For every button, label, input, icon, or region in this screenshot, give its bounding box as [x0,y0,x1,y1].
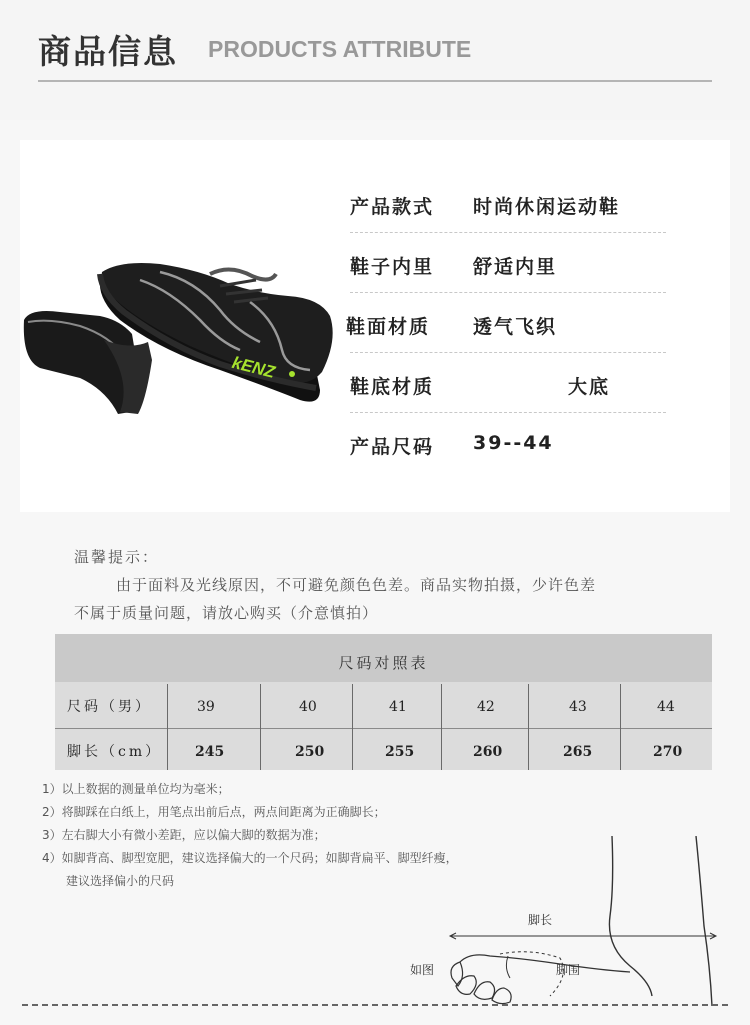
length-cell: 265 [563,744,593,760]
notice-line: 由于面料及光线原因，不可避免颜色色差。商品实物拍摄，少许色差 [116,576,597,594]
attr-divider [350,412,666,413]
attr-key: 鞋子内里 [350,256,435,278]
label-foot-length: 脚长 [528,913,553,927]
notice-title: 温馨提示： [74,548,160,566]
section-header [0,0,750,120]
column-divider [352,684,353,770]
attr-divider [350,232,666,233]
product-info-card [20,140,730,512]
measure-note: 建议选择偏小的尺码 [66,874,175,888]
measure-note: 1）以上数据的测量单位均为毫米； [42,782,230,796]
header-divider [38,80,712,82]
attr-divider [350,352,666,353]
row-label-size: 尺码（男） [67,699,152,715]
size-cell: 41 [389,699,407,715]
measure-note: 2）将脚踩在白纸上，用笔点出前后点，两点间距离为正确脚长； [42,805,386,819]
attr-value: 大底 [568,376,611,398]
column-divider [620,684,621,770]
notice-line: 不属于质量问题，请放心购买（介意慎拍） [74,604,379,622]
shoe-logo-text: kENZ [230,352,277,382]
attr-key: 产品款式 [350,196,435,218]
length-cell: 260 [473,744,503,760]
attr-value: 39--44 [473,432,554,454]
attr-value: 时尚休闲运动鞋 [473,196,621,218]
section-title-cn: 商品信息 [38,32,178,71]
attr-row-style [350,180,680,240]
attr-key: 鞋面材质 [346,316,431,338]
size-cell: 39 [197,699,215,715]
table-row [55,684,712,728]
label-foot-girth: 脚围 [556,963,581,977]
column-divider [167,684,168,770]
length-cell: 270 [653,744,683,760]
measure-note: 4）如脚背高、脚型宽肥，建议选择偏大的一个尺码；如脚背扁平、脚型纤瘦， [42,851,458,865]
section-title-en: PRODUCTS ATTRIBUTE [208,36,472,62]
attr-row-sole-material [350,360,680,420]
size-cell: 40 [299,699,317,715]
shoe-image [20,250,340,430]
column-divider [441,684,442,770]
foot-measure-diagram [400,836,730,1016]
size-chart-title: 尺码对照表 [55,634,712,682]
bottom-divider [22,1004,728,1006]
size-chart-table [55,634,712,770]
attr-row-upper-material [346,300,680,360]
table-row [55,728,712,772]
attr-row-lining [350,240,680,300]
attr-value: 透气飞织 [473,316,558,338]
length-cell: 255 [385,744,415,760]
attr-key: 产品尺码 [350,436,435,458]
column-divider [528,684,529,770]
length-cell: 250 [295,744,325,760]
attr-value: 舒适内里 [473,256,558,278]
length-cell: 245 [195,744,225,760]
attr-divider [350,292,666,293]
row-label-foot-length: 脚长（cm） [67,744,163,760]
measure-note: 3）左右脚大小有微小差距，应以偏大脚的数据为准； [42,828,326,842]
attr-row-size [350,420,680,480]
size-cell: 43 [569,699,587,715]
column-divider [260,684,261,770]
attr-key: 鞋底材质 [350,376,435,398]
size-cell: 44 [657,699,675,715]
size-cell: 42 [477,699,495,715]
label-as-shown: 如图 [410,963,435,977]
